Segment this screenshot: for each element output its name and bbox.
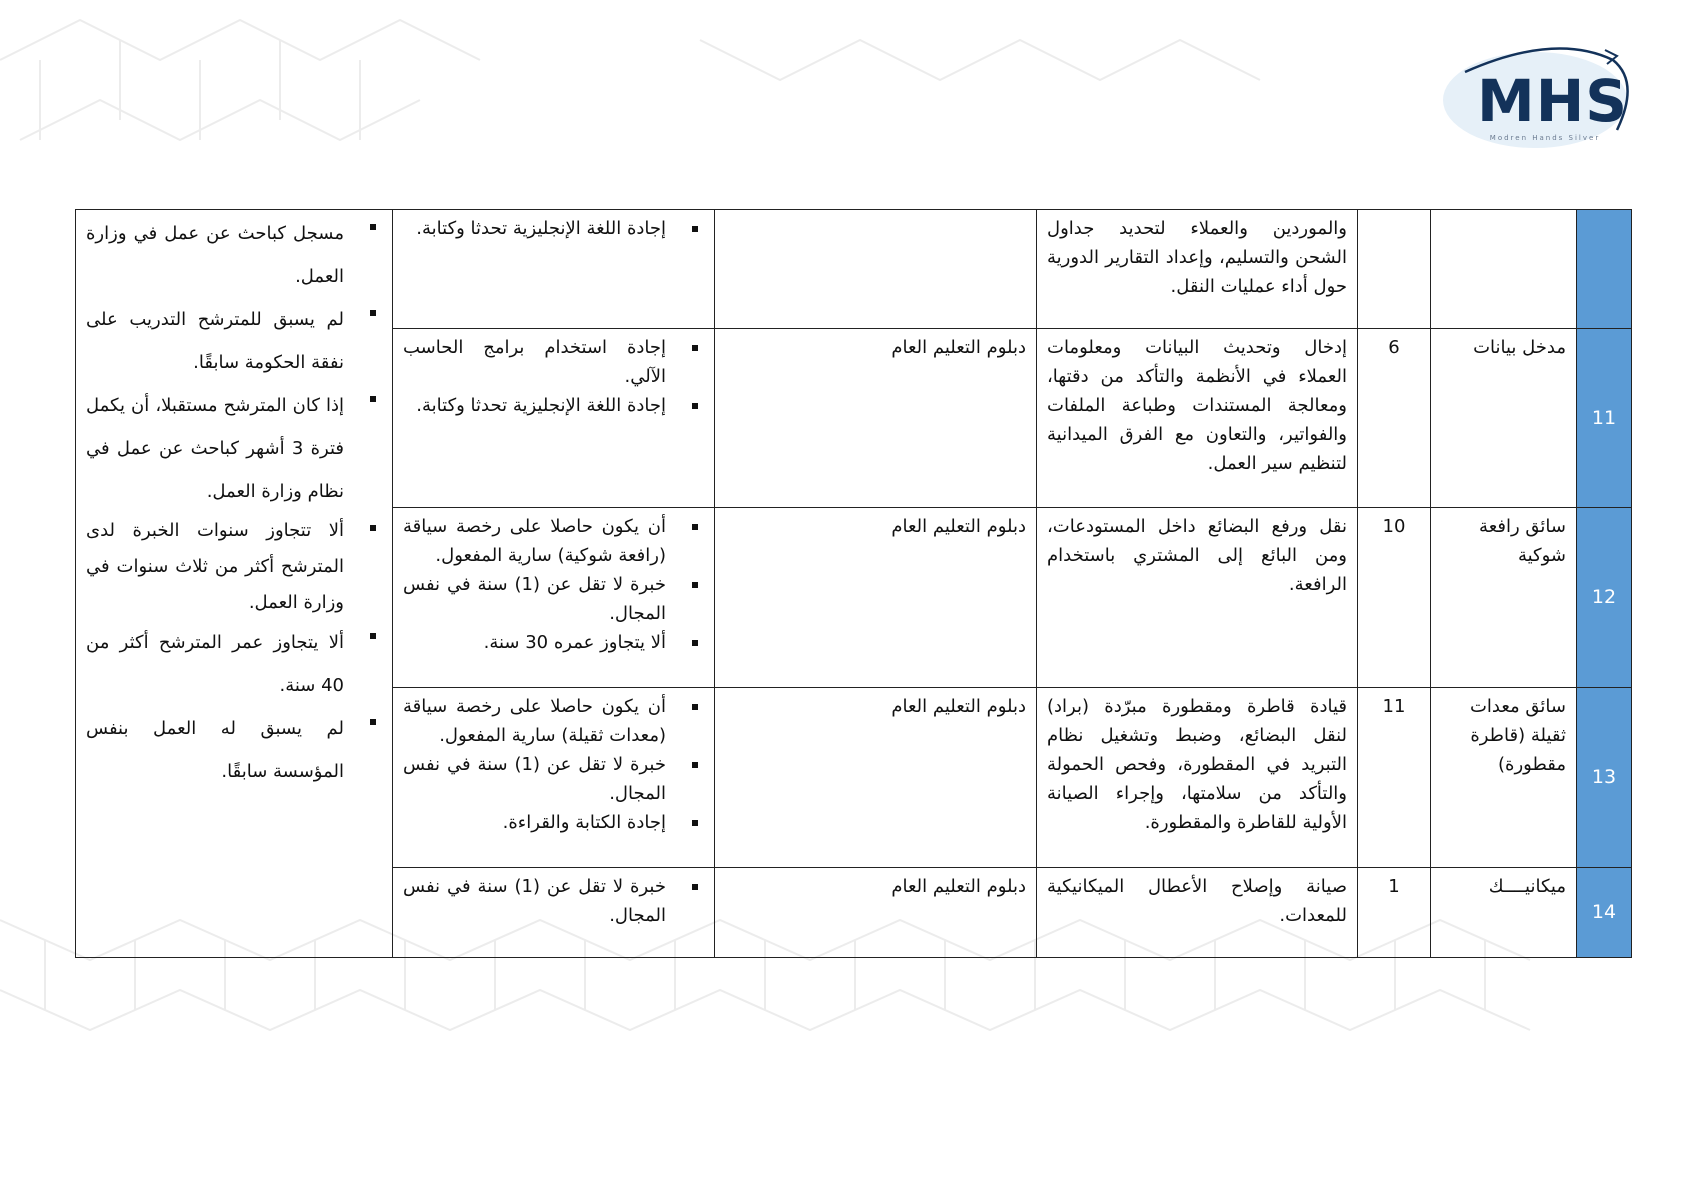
jobs-table	[75, 209, 1632, 958]
list-item: مسجل كباحث عن عمل في وزارة العمل.	[86, 212, 382, 298]
job-tasks: قيادة قاطرة ومقطورة مبرّدة (براد) لنقل البضائع، وضبط وتشغيل نظام التبريد في المقطورة، وفحص الحمولة والتأكد من سلامتها، وإجراء الصيانة الأولية للقاطرة والمقطورة.	[1037, 688, 1358, 868]
job-count: 10	[1358, 508, 1431, 688]
job-title: مدخل بيانات	[1431, 329, 1577, 508]
list-item: خبرة لا تقل عن (1) سنة في نفس المجال.	[403, 570, 704, 628]
job-count: 6	[1358, 329, 1431, 508]
job-title: سائق رافعة شوكية	[1431, 508, 1577, 688]
row-number: 12	[1577, 508, 1632, 688]
row-number	[1577, 210, 1632, 329]
general-notes	[76, 210, 393, 958]
logo-text: MHS	[1477, 67, 1629, 135]
job-education: دبلوم التعليم العام	[715, 508, 1037, 688]
job-title: ميكانيــــك	[1431, 868, 1577, 958]
row-number: 14	[1577, 868, 1632, 958]
job-requirements	[393, 688, 715, 868]
job-count: 1	[1358, 868, 1431, 958]
job-requirements	[393, 868, 715, 958]
list-item: إجادة استخدام برامج الحاسب الآلي.	[403, 333, 704, 391]
table-row	[76, 210, 1632, 329]
job-title	[1431, 210, 1577, 329]
job-requirements	[393, 329, 715, 508]
company-logo	[1435, 42, 1645, 154]
list-item: ألا يتجاوز عمر المترشح أكثر من 40 سنة.	[86, 621, 382, 707]
list-item: ألا تتجاوز سنوات الخبرة لدى المترشح أكثر من ثلاث سنوات في وزارة العمل.	[86, 513, 382, 621]
job-requirements	[393, 210, 715, 329]
job-requirements	[393, 508, 715, 688]
list-item: إجادة الكتابة والقراءة.	[403, 808, 704, 837]
list-item: إجادة اللغة الإنجليزية تحدثا وكتابة.	[403, 214, 704, 243]
list-item: إذا كان المترشح مستقبلا، أن يكمل فترة 3 أشهر كباحث عن عمل في نظام وزارة العمل.	[86, 384, 382, 513]
list-item: لم يسبق للمترشح التدريب على نفقة الحكومة سابقًا.	[86, 298, 382, 384]
list-item: خبرة لا تقل عن (1) سنة في نفس المجال.	[403, 872, 704, 930]
job-tasks: نقل ورفع البضائع داخل المستودعات، ومن البائع إلى المشتري باستخدام الرافعة.	[1037, 508, 1358, 688]
job-education: دبلوم التعليم العام	[715, 329, 1037, 508]
job-tasks: إدخال وتحديث البيانات ومعلومات العملاء في الأنظمة والتأكد من دقتها، ومعالجة المستندات وطباعة الملفات والفواتير، والتعاون مع الفرق الميدانية لتنظيم سير العمل.	[1037, 329, 1358, 508]
row-number: 11	[1577, 329, 1632, 508]
list-item: إجادة اللغة الإنجليزية تحدثا وكتابة.	[403, 391, 704, 420]
list-item: أن يكون حاصلا على رخصة سياقة (معدات ثقيلة) سارية المفعول.	[403, 692, 704, 750]
list-item: لم يسبق له العمل بنفس المؤسسة سابقًا.	[86, 707, 382, 793]
job-education: دبلوم التعليم العام	[715, 688, 1037, 868]
list-item: ألا يتجاوز عمره 30 سنة.	[403, 628, 704, 657]
job-count: 11	[1358, 688, 1431, 868]
job-tasks: والموردين والعملاء لتحديد جداول الشحن والتسليم، وإعداد التقارير الدورية حول أداء عمليات النقل.	[1037, 210, 1358, 329]
job-education	[715, 210, 1037, 329]
list-item: أن يكون حاصلا على رخصة سياقة (رافعة شوكية) سارية المفعول.	[403, 512, 704, 570]
job-tasks: صيانة وإصلاح الأعطال الميكانيكية للمعدات.	[1037, 868, 1358, 958]
job-education: دبلوم التعليم العام	[715, 868, 1037, 958]
list-item: خبرة لا تقل عن (1) سنة في نفس المجال.	[403, 750, 704, 808]
logo-subtitle: Modren Hands Silver	[1489, 134, 1601, 142]
job-title: سائق معدات ثقيلة (قاطرة مقطورة)	[1431, 688, 1577, 868]
job-count	[1358, 210, 1431, 329]
row-number: 13	[1577, 688, 1632, 868]
